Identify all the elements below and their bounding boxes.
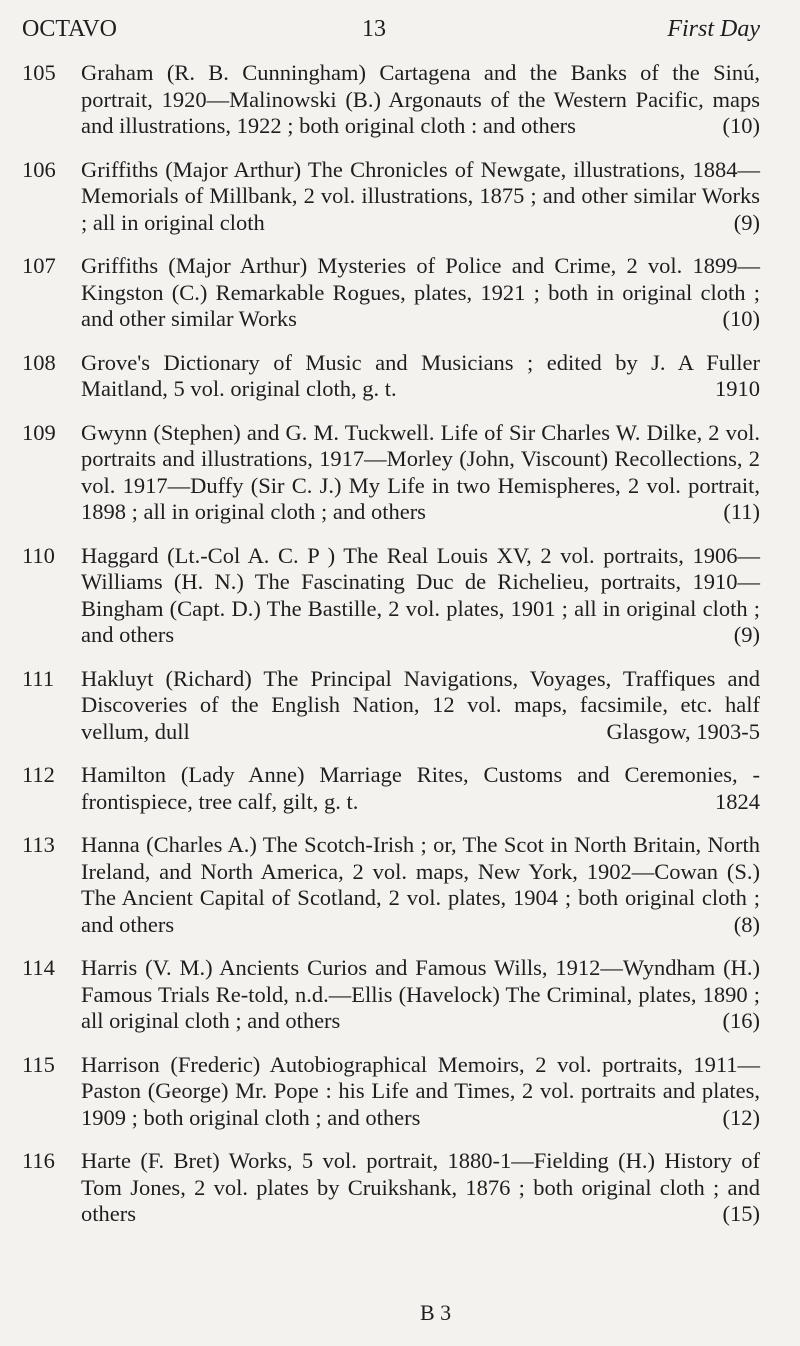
lot-description: Hakluyt (Richard) The Principal Navigations, Voyages, Traffiques and Discoveries of the English Nation, 12 vol. maps, facsimile, etc. half vellum, dull — [81, 665, 760, 744]
lot-description-block — [81, 832, 760, 938]
lot-price: Glasgow, 1903-5 — [606, 718, 760, 744]
lot-number: 109 — [22, 419, 56, 445]
lot-entry — [22, 666, 760, 746]
lot-price: 1824 — [715, 788, 760, 814]
lot-entry — [22, 832, 760, 938]
lot-entry — [22, 157, 760, 237]
lot-description-block — [81, 543, 760, 649]
lot-description: Harte (F. Bret) Works, 5 vol. portrait, 1880-1—Fielding (H.) History of Tom Jones, 2 vol. plates by Cruikshank, 1876 ; both original cloth ; and others — [81, 1148, 760, 1226]
lot-price: (9) — [733, 209, 760, 235]
lot-number: 112 — [22, 762, 55, 787]
lot-description: Hanna (Charles A.) The Scotch-Irish ; or, The Scot in North Britain, North Ireland, and North America, 2 vol. maps, New York, 1902—Cowan (S.) The Ancient Capital of Scotland, 2 vol. plates, 1904 ; both original cloth ; and others — [81, 832, 760, 937]
lot-number: 116 — [22, 1148, 55, 1173]
lot-number: 115 — [22, 1051, 55, 1077]
lot-description: Gwynn (Stephen) and G. M. Tuckwell. Life of Sir Charles W. Dilke, 2 vol. portraits and illustrations, 1917—Morley (John, Viscount) Recollections, 2 vol. 1917—Duffy (Sir C. J.) My Life in two Hemispheres, 2 vol. portrait, 1898 ; all in original cloth ; and others — [81, 419, 760, 524]
lot-entry — [22, 60, 760, 140]
lot-description: Harris (V. M.) Ancients Curios and Famous Wills, 1912—Wyndham (H.) Famous Trials Re-told, n.d.—Ellis (Havelock) The Criminal, plates, 1890 ; all original cloth ; and others — [81, 955, 760, 1033]
lot-number: 107 — [22, 253, 56, 278]
lot-description: Haggard (Lt.-Col A. C. P ) The Real Louis XV, 2 vol. portraits, 1906—Williams (H. N.) The Fascinating Duc de Richelieu, portraits, 1910—Bingham (Capt. D.) The Bastille, 2 vol. plates, 1901 ; all in original cloth ; and others — [81, 542, 760, 647]
lot-description: Harrison (Frederic) Autobiographical Memoirs, 2 vol. portraits, 1911—Paston (George) Mr. Pope : his Life and Times, 2 vol. portraits and plates, 1909 ; both original cloth ; and others — [81, 1051, 760, 1130]
lot-number: 113 — [22, 832, 55, 857]
lot-number: 114 — [22, 955, 55, 980]
lot-number: 106 — [22, 156, 56, 182]
lot-price: (11) — [723, 499, 760, 524]
lot-entry — [22, 420, 760, 526]
lot-number: 105 — [22, 60, 56, 85]
lot-entry — [22, 543, 760, 649]
lot-list — [22, 60, 760, 1245]
lot-description-block — [81, 1148, 760, 1228]
lot-entry — [22, 253, 760, 333]
lot-entry — [22, 955, 760, 1035]
lot-description: Grove's Dictionary of Music and Musicians ; edited by J. A Fuller Maitland, 5 vol. original cloth, g. t. — [81, 349, 760, 401]
lot-description-block — [81, 60, 760, 140]
lot-number: 111 — [22, 665, 55, 691]
lot-price: (9) — [733, 622, 760, 647]
lot-entry — [22, 350, 760, 403]
lot-price: (10) — [722, 113, 760, 138]
sale-day-label: First Day — [667, 16, 760, 42]
lot-entry — [22, 1148, 760, 1228]
lot-price: (15) — [722, 1201, 760, 1226]
lot-description-block — [81, 955, 760, 1035]
lot-number: 108 — [22, 349, 56, 375]
lot-description-block — [81, 1052, 760, 1132]
page-number: 13 — [362, 16, 386, 42]
page-header — [22, 16, 760, 46]
lot-description-block — [81, 666, 760, 746]
lot-entry — [22, 762, 760, 815]
lot-description-block — [81, 762, 760, 815]
format-label: OCTAVO — [22, 16, 117, 42]
lot-price: (16) — [722, 1008, 760, 1033]
lot-description-block — [81, 350, 760, 403]
lot-description-block — [81, 420, 760, 526]
lot-description: Graham (R. B. Cunningham) Cartagena and the Banks of the Sinú, portrait, 1920—Malinowski (B.) Argonauts of the Western Pacific, maps and illustrations, 1922 ; both original cloth : and others — [81, 60, 760, 138]
lot-entry — [22, 1052, 760, 1132]
lot-price: 1910 — [715, 376, 760, 401]
lot-price: (12) — [722, 1104, 760, 1130]
lot-description-block — [81, 157, 760, 237]
lot-number: 110 — [22, 542, 55, 568]
lot-price: (8) — [733, 911, 760, 937]
lot-description: Griffiths (Major Arthur) Mysteries of Police and Crime, 2 vol. 1899—Kingston (C.) Remarkable Rogues, plates, 1921 ; both in original cloth ; and other similar Works — [81, 253, 760, 331]
signature-mark: B 3 — [420, 1300, 452, 1325]
lot-description: Hamilton (Lady Anne) Marriage Rites, Customs and Ceremonies, - frontispiece, tree calf, gilt, g. t. — [81, 762, 760, 814]
lot-description: Griffiths (Major Arthur) The Chronicles of Newgate, illustrations, 1884—Memorials of Millbank, 2 vol. illustrations, 1875 ; and other similar Works ; all in original cloth — [81, 156, 760, 235]
lot-description-block — [81, 253, 760, 333]
lot-price: (10) — [722, 306, 760, 331]
